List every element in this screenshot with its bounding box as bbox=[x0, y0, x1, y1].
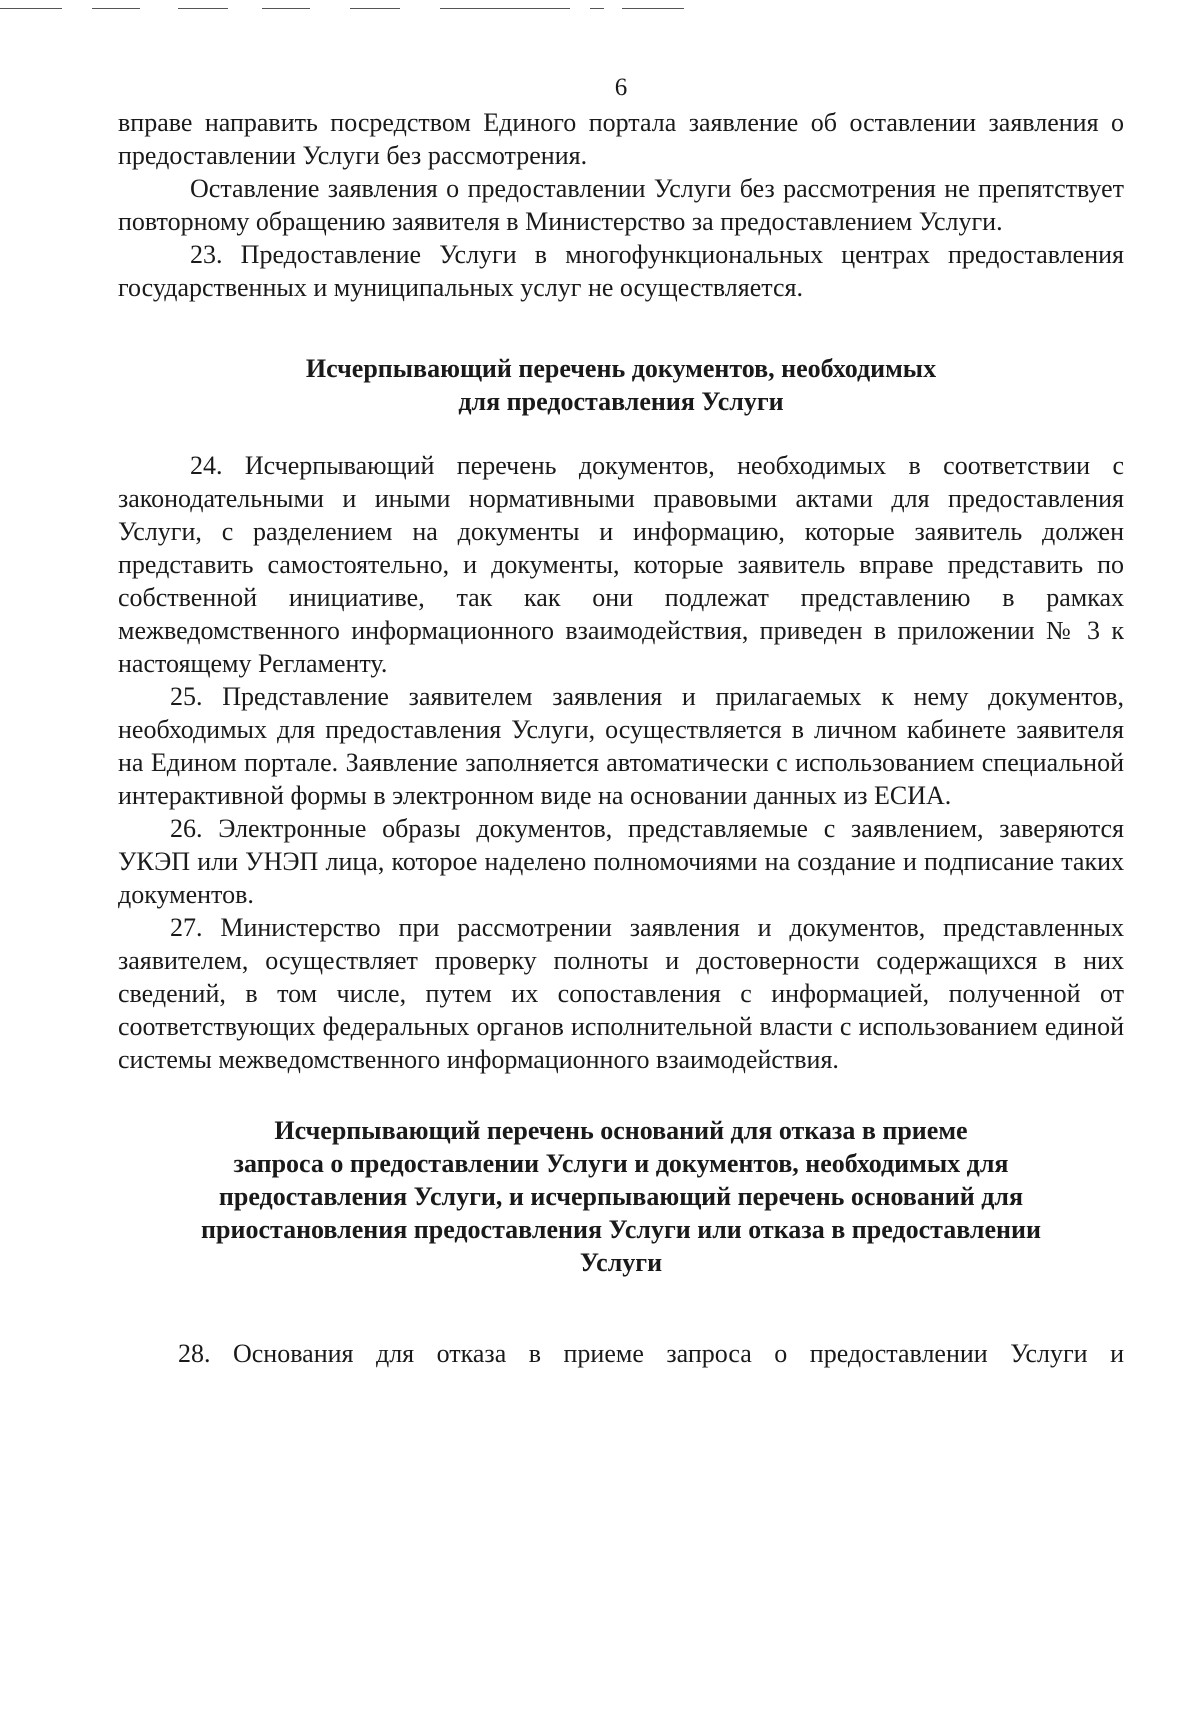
heading-line: Исчерпывающий перечень документов, необходимых bbox=[305, 354, 937, 383]
paragraph-23: 23. Предоставление Услуги в многофункциональных центрах предоставления государственных и муниципальных услуг не осуществляется. bbox=[118, 240, 1124, 302]
scan-mark bbox=[92, 8, 140, 9]
heading-line: Услуги bbox=[579, 1248, 663, 1277]
scan-mark bbox=[350, 8, 400, 9]
scan-mark bbox=[178, 8, 228, 9]
heading-line: предоставления Услуги, и исчерпывающий перечень оснований для bbox=[218, 1182, 1024, 1211]
heading-line: приостановления предоставления Услуги или отказа в предоставлении bbox=[201, 1215, 1041, 1244]
heading-line: запроса о предоставлении Услуги и документов, необходимых для bbox=[233, 1149, 1009, 1178]
heading-line: Исчерпывающий перечень оснований для отказа в приеме bbox=[274, 1116, 968, 1145]
scan-mark bbox=[590, 8, 604, 9]
paragraph-leaving-without-consideration: Оставление заявления о предоставлении Услуги без рассмотрения не препятствует повторному обращению заявителя в Министерство за предоставлением Услуги. bbox=[118, 174, 1124, 236]
paragraph-25: 25. Представление заявителем заявления и прилагаемых к нему документов, необходимых для предоставления Услуги, осуществляется в личном кабинете заявителя на Едином портале. Заявление заполняется автоматически с использованием специальной интерактивной формы в электронном виде на основании данных из ЕСИА. bbox=[118, 682, 1124, 810]
scan-header-marks bbox=[0, 0, 1200, 20]
page-number: 6 bbox=[614, 74, 628, 101]
paragraph-continuation: вправе направить посредством Единого портала заявление об оставлении заявления о предоставлении Услуги без рассмотрения. bbox=[118, 108, 1124, 170]
paragraph-27: 27. Министерство при рассмотрении заявления и документов, представленных заявителем, осуществляет проверку полноты и достоверности содержащихся в них сведений, в том числе, путем их сопоставления с информацией, полученной от соответствующих федеральных органов исполнительной власти с использованием единой системы межведомственного информационного взаимодействия. bbox=[118, 913, 1124, 1074]
scan-mark bbox=[622, 8, 684, 9]
scan-mark bbox=[440, 8, 570, 9]
document-page bbox=[118, 72, 1124, 1370]
paragraph-28: 28. Основания для отказа в приеме запроса о предоставлении Услуги и bbox=[178, 1339, 1124, 1368]
paragraph-24: 24. Исчерпывающий перечень документов, необходимых в соответствии с законодательными и иными нормативными правовыми актами для предоставления Услуги, с разделением на документы и информацию, которые заявитель должен представить самостоятельно, и документы, которые заявитель вправе представить по собственной инициативе, так как они подлежат представлению в рамках межведомственного информационного взаимодействия, приведен в приложении № 3 к настоящему Регламенту. bbox=[118, 451, 1124, 678]
paragraph-26: 26. Электронные образы документов, представляемые с заявлением, заверяются УКЭП или УНЭП лица, которое наделено полномочиями на создание и подписание таких документов. bbox=[118, 814, 1124, 909]
section-heading-documents bbox=[118, 352, 1124, 418]
scan-mark bbox=[0, 8, 62, 9]
section-heading-refusal-grounds bbox=[118, 1114, 1124, 1279]
scan-mark bbox=[262, 8, 310, 9]
heading-line: для предоставления Услуги bbox=[458, 387, 784, 416]
